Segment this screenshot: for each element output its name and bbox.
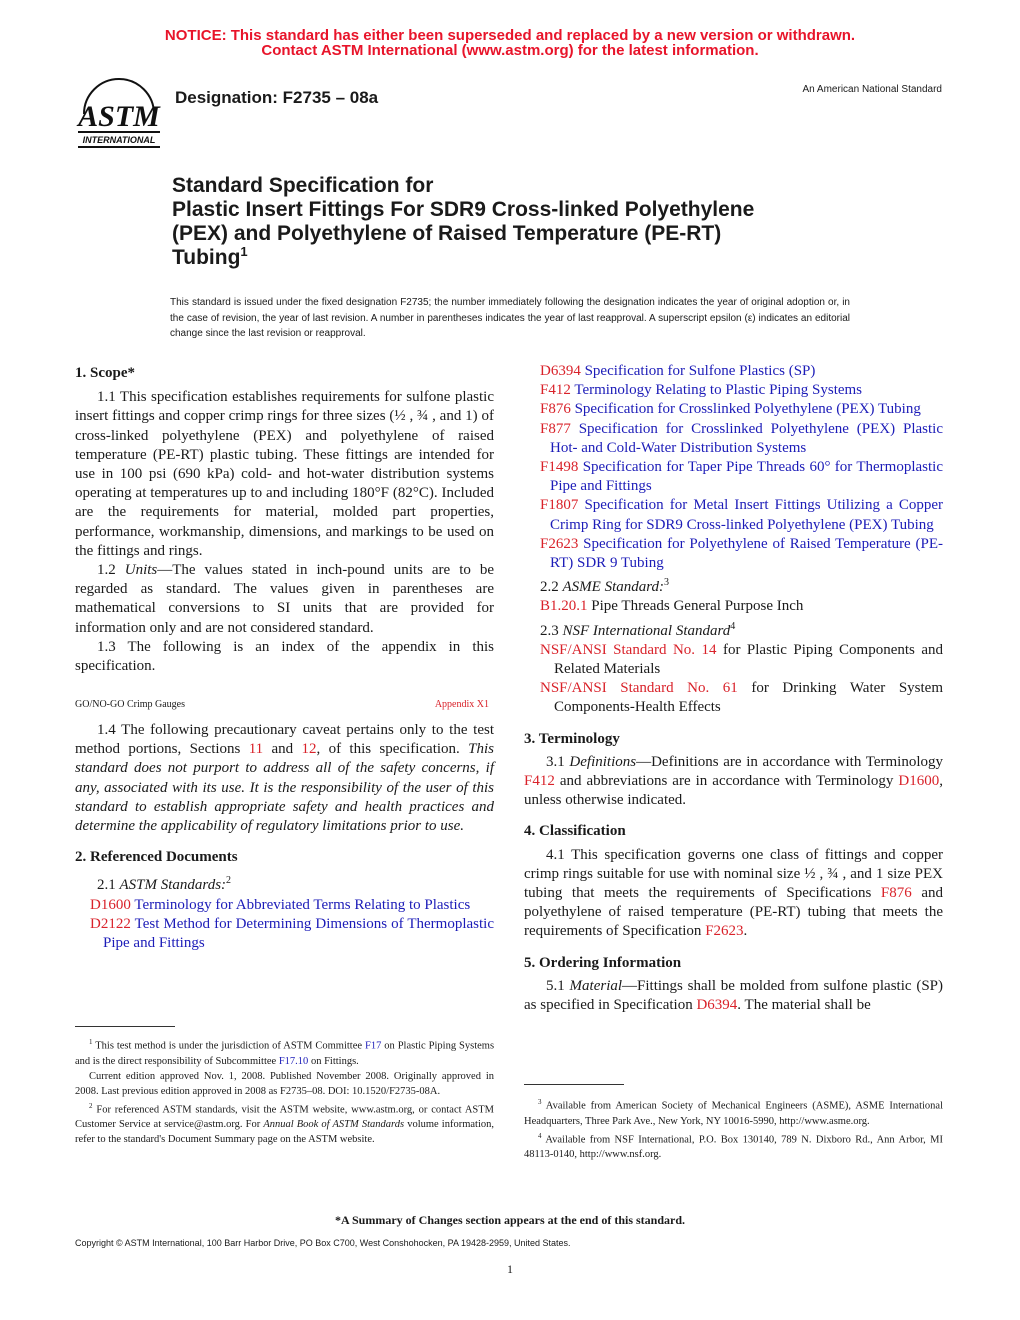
designation: Designation: F2735 – 08a [175,88,379,107]
classification-heading: 4. Classification [524,823,626,840]
ref-nsf-61[interactable]: NSF/ANSI Standard No. 61 for Drinking Water System Components-Health Effects [540,680,943,716]
d6394-link[interactable]: D6394 [696,997,738,1014]
astm-logo [74,72,164,152]
index-item: GO/NO-GO Crimp Gauges [75,699,185,710]
copyright: Copyright © ASTM International, 100 Barr Harbor Drive, PO Box C700, West Conshohocken, PA 19428-2959, United States. [75,1238,571,1248]
page-number: 1 [507,1262,513,1276]
appendix-index-row [75,699,493,710]
ref-f412[interactable]: F412 Terminology Relating to Plastic Piping Systems [540,382,863,399]
left-column-lower [75,721,494,953]
ref-b1201[interactable]: B1.20.1 Pipe Threads General Purpose Inch [540,598,804,615]
terminology-heading: 3. Terminology [524,730,620,747]
f2623-link[interactable]: F2623 [705,923,744,940]
title-footnote-mark: 1 [240,244,248,259]
para-5-1: 5.1 Material—Fittings shall be molded from sulfone plastic (SP) as specified in Specification D6394. The material shall be [524,977,944,1014]
footnote-3: $^3$ Available from American Society of Mechanical Engineers (ASME), ASME International Headquarters, Three Park Ave., New York, NY 10016-5990, http://www.asme.org. [524,1098,943,1127]
footnote-rule-right [524,1084,624,1085]
ordering-information-heading: 5. Ordering Information [524,954,682,971]
footnote-1: $^1$ This test method is under the jurisdiction of ASTM Committee F17 on Plastic Piping Systems and is the direct responsibility of Subcommittee F17.10 on Fittings. [75,1038,495,1067]
para-1-3: 1.3 The following is an index of the appendix in this specification. [75,638,494,675]
index-appendix-link[interactable]: Appendix X1 [434,699,489,710]
footnote-2: $^2$ For referenced ASTM standards, visit the ASTM website, www.astm.org, or contact ASTM Customer Service at service@astm.org. For Annual Book of ASTM Standards volume information, refer to the standard's Document Summary page on the ASTM website. [75,1101,494,1145]
para-1-4: 1.4 The following precautionary caveat pertains only to the test method portions, Sections 11 and 12, of this specification. This standard does not purport to address all of the safety concerns, if any, associated with its use. It is the responsibility of the user of this standard to establish appropriate safety and health practices and determine the applicability of regulatory limitations prior to use. [75,722,494,835]
logo-letters: ASTM [78,100,160,133]
title-line-4: Tubing [172,246,241,269]
title-line-1: Standard Specification for [172,174,434,197]
right-column [524,362,943,1015]
footnotes-right [524,1095,943,1162]
left-column [75,364,494,676]
notice-line-2: Contact ASTM International (www.astm.org) for the latest information. [261,42,759,59]
scope-heading: 1. Scope* [75,365,135,381]
title-line-2: Plastic Insert Fittings For SDR9 Cross-linked Polyethylene [172,198,755,221]
issued-note: This standard is issued under the fixed designation F2735; the number immediately following the designation indicates the year of original adoption or, in the case of revision, the year of last revision. A number in parentheses indicates the year of last reapproval. A superscript epsilon (ε) indicates an editorial change since the last revision or reapproval. [170,297,850,339]
para-2-3: 2.3 NSF International Standard$^4$ [540,620,736,639]
ref-d1600[interactable]: D1600 Terminology for Abbreviated Terms Relating to Plastics [90,896,471,913]
notice-line-1: NOTICE: This standard has either been superseded and replaced by a new version or withdrawn. [164,27,856,44]
f412-link[interactable]: F412 [524,773,555,790]
f876-link[interactable]: F876 [880,885,912,902]
footnote-1-edition: Current edition approved Nov. 1, 2008. Published November 2008. Originally approved in 2008. Last previous edition approved in 2008 as F2735–08. DOI: 10.1520/F2735-08A. [75,1070,494,1097]
referenced-documents-heading: 2. Referenced Documents [75,849,238,866]
para-2-2: 2.2 ASME Standard:$^3$ [540,577,670,596]
ref-f1807[interactable]: F1807 Specification for Metal Insert Fittings Utilizing a Copper Crimp Ring for SDR9 Cross-linked Polyethylene (PEX) Tubing [540,497,944,533]
american-national-standard: An American National Standard [802,84,942,95]
footnote-4: $^4$ Available from NSF International, P.O. Box 130140, 789 N. Dixboro Rd., Ann Arbor, MI 48113-0140, http://www.nsf.org. [524,1131,943,1160]
title-line-3: (PEX) and Polyethylene of Raised Temperature (PE-RT) [172,222,722,245]
footnote-rule-left [75,1026,175,1027]
ref-d2122[interactable]: D2122 Test Method for Determining Dimensions of Thermoplastic Pipe and Fittings [90,915,494,952]
para-1-2: 1.2 Units—The values stated in inch-pound units are to be regarded as standard. The values given in parentheses are mathematical conversions to SI units that are provided for information only and are not considered standard. [75,562,494,636]
para-1-1: 1.1 This specification establishes requirements for sulfone plastic insert fittings and copper crimp rings for three sizes (½ , ¾ , and 1) of cross-linked polyethylene (PEX) and polyethylene of raised temperature (PE-RT) plastic tubing. These fittings are intended for use in 100 psi (690 kPa) cold- and hot-water distribution systems operating at temperatures up to and including 180°F (82°C). Included are the requirements for material, molded part properties, performance, workmanship, dimensions, and markings to be used on the fittings and rings. [75,389,494,559]
ref-nsf-14[interactable]: NSF/ANSI Standard No. 14 for Plastic Piping Components and Related Materials [540,641,943,678]
ref-d6394[interactable]: D6394 Specification for Sulfone Plastics (SP) [540,363,816,379]
ref-f876[interactable]: F876 Specification for Crosslinked Polyethylene (PEX) Tubing [540,401,921,418]
document-title [172,174,892,270]
summary-of-changes-note: *A Summary of Changes section appears at the end of this standard. [334,1213,686,1227]
d1600-link[interactable]: D1600 [898,773,940,790]
ref-f877[interactable]: F877 Specification for Crosslinked Polyethylene (PEX) Plastic Hot- and Cold-Water Distribution Systems [540,420,943,456]
section-12-link[interactable]: 12 [301,741,317,758]
para-3-1: 3.1 Definitions—Definitions are in accordance with Terminology F412 and abbreviations are in accordance with Terminology D1600, unless otherwise indicated. [524,753,943,809]
f17-link[interactable]: F17 [364,1040,382,1052]
ref-f2623[interactable]: F2623 Specification for Polyethylene of Raised Temperature (PE-RT) SDR 9 Tubing [540,535,944,572]
para-2-1: 2.1 ASTM Standards:$^2$ [97,875,232,894]
ref-f1498[interactable]: F1498 Specification for Taper Pipe Threads 60° for Thermoplastic Pipe and Fittings [540,459,943,495]
footnotes-left [75,1035,494,1147]
section-11-link[interactable]: 11 [248,741,264,758]
para-4-1: 4.1 This specification governs one class of fittings and copper crimp rings suitable for use with nominal size ½ , ¾ , and 1 size PEX tubing that meets the requirements of Specifications F876 and polyethylene of raised temperature (PE-RT) tubing that meets the requirements of Specification F2623. [524,846,944,940]
logo-subtext: INTERNATIONAL [82,135,156,145]
f1710-link[interactable]: F17.10 [278,1055,309,1067]
